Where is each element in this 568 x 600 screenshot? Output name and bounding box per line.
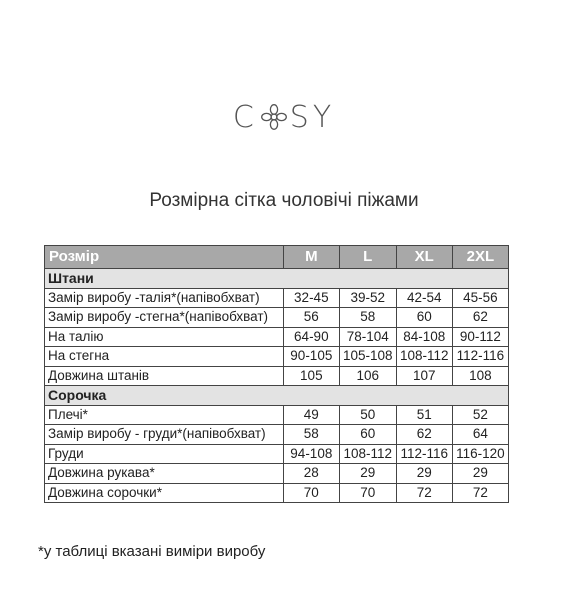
cell-value: 49 — [283, 405, 339, 425]
cell-value: 70 — [283, 483, 339, 503]
cell-value: 105-108 — [339, 347, 396, 367]
table-row — [45, 347, 509, 367]
row-label: На стегна — [45, 347, 284, 367]
table-row — [45, 464, 509, 484]
section-title: Штани — [45, 269, 509, 289]
row-label: Довжина сорочки* — [45, 483, 284, 503]
page-title: Розмірна сітка чоловічі піжами — [149, 190, 419, 211]
cell-value: 45-56 — [452, 288, 508, 308]
cell-value: 116-120 — [452, 444, 508, 464]
cell-value: 62 — [396, 425, 452, 445]
cell-value: 32-45 — [283, 288, 339, 308]
table-row — [45, 288, 509, 308]
cell-value: 29 — [452, 464, 508, 484]
cell-value: 108-112 — [339, 444, 396, 464]
cell-value: 39-52 — [339, 288, 396, 308]
row-label: Довжина штанів — [45, 366, 284, 386]
row-label: Плечі* — [45, 405, 284, 425]
cell-value: 56 — [283, 308, 339, 328]
cell-value: 90-112 — [452, 327, 508, 347]
cell-value: 106 — [339, 366, 396, 386]
cell-value: 108-112 — [396, 347, 452, 367]
header-size-label: Розмір — [45, 246, 284, 269]
section-row-pants — [45, 269, 509, 289]
table-row — [45, 425, 509, 445]
logo-text-right: SY — [289, 100, 336, 135]
table-row — [45, 327, 509, 347]
row-label: На талію — [45, 327, 284, 347]
header-size-m: M — [283, 246, 339, 269]
size-chart-table — [44, 245, 509, 503]
table-row — [45, 483, 509, 503]
cell-value: 60 — [339, 425, 396, 445]
cell-value: 108 — [452, 366, 508, 386]
row-label: Замір виробу - груди*(напівобхват) — [45, 425, 284, 445]
cell-value: 29 — [396, 464, 452, 484]
cell-value: 29 — [339, 464, 396, 484]
cell-value: 112-116 — [396, 444, 452, 464]
cell-value: 72 — [452, 483, 508, 503]
flower-icon — [259, 102, 289, 132]
cell-value: 28 — [283, 464, 339, 484]
row-label: Довжина рукава* — [45, 464, 284, 484]
table-header-row — [45, 246, 509, 269]
cell-value: 62 — [452, 308, 508, 328]
footnote: *у таблиці вказані виміри виробу — [38, 543, 266, 560]
cell-value: 72 — [396, 483, 452, 503]
cell-value: 52 — [452, 405, 508, 425]
cell-value: 58 — [339, 308, 396, 328]
cell-value: 50 — [339, 405, 396, 425]
table-row — [45, 444, 509, 464]
cell-value: 60 — [396, 308, 452, 328]
section-title: Сорочка — [45, 386, 509, 406]
cell-value: 112-116 — [452, 347, 508, 367]
cell-value: 64-90 — [283, 327, 339, 347]
cell-value: 42-54 — [396, 288, 452, 308]
header-size-l: L — [339, 246, 396, 269]
header-size-xl: XL — [396, 246, 452, 269]
cell-value: 94-108 — [283, 444, 339, 464]
cell-value: 70 — [339, 483, 396, 503]
header-size-2xl: 2XL — [452, 246, 508, 269]
cell-value: 84-108 — [396, 327, 452, 347]
cell-value: 64 — [452, 425, 508, 445]
row-label: Замір виробу -талія*(напівобхват) — [45, 288, 284, 308]
cell-value: 105 — [283, 366, 339, 386]
row-label: Груди — [45, 444, 284, 464]
table-row — [45, 366, 509, 386]
brand-logo — [0, 100, 568, 135]
cell-value: 78-104 — [339, 327, 396, 347]
cell-value: 107 — [396, 366, 452, 386]
row-label: Замір виробу -стегна*(напівобхват) — [45, 308, 284, 328]
table-row — [45, 405, 509, 425]
cell-value: 90-105 — [283, 347, 339, 367]
logo-text-left: C — [232, 100, 258, 135]
table-row — [45, 308, 509, 328]
cell-value: 58 — [283, 425, 339, 445]
section-row-shirt — [45, 386, 509, 406]
cell-value: 51 — [396, 405, 452, 425]
